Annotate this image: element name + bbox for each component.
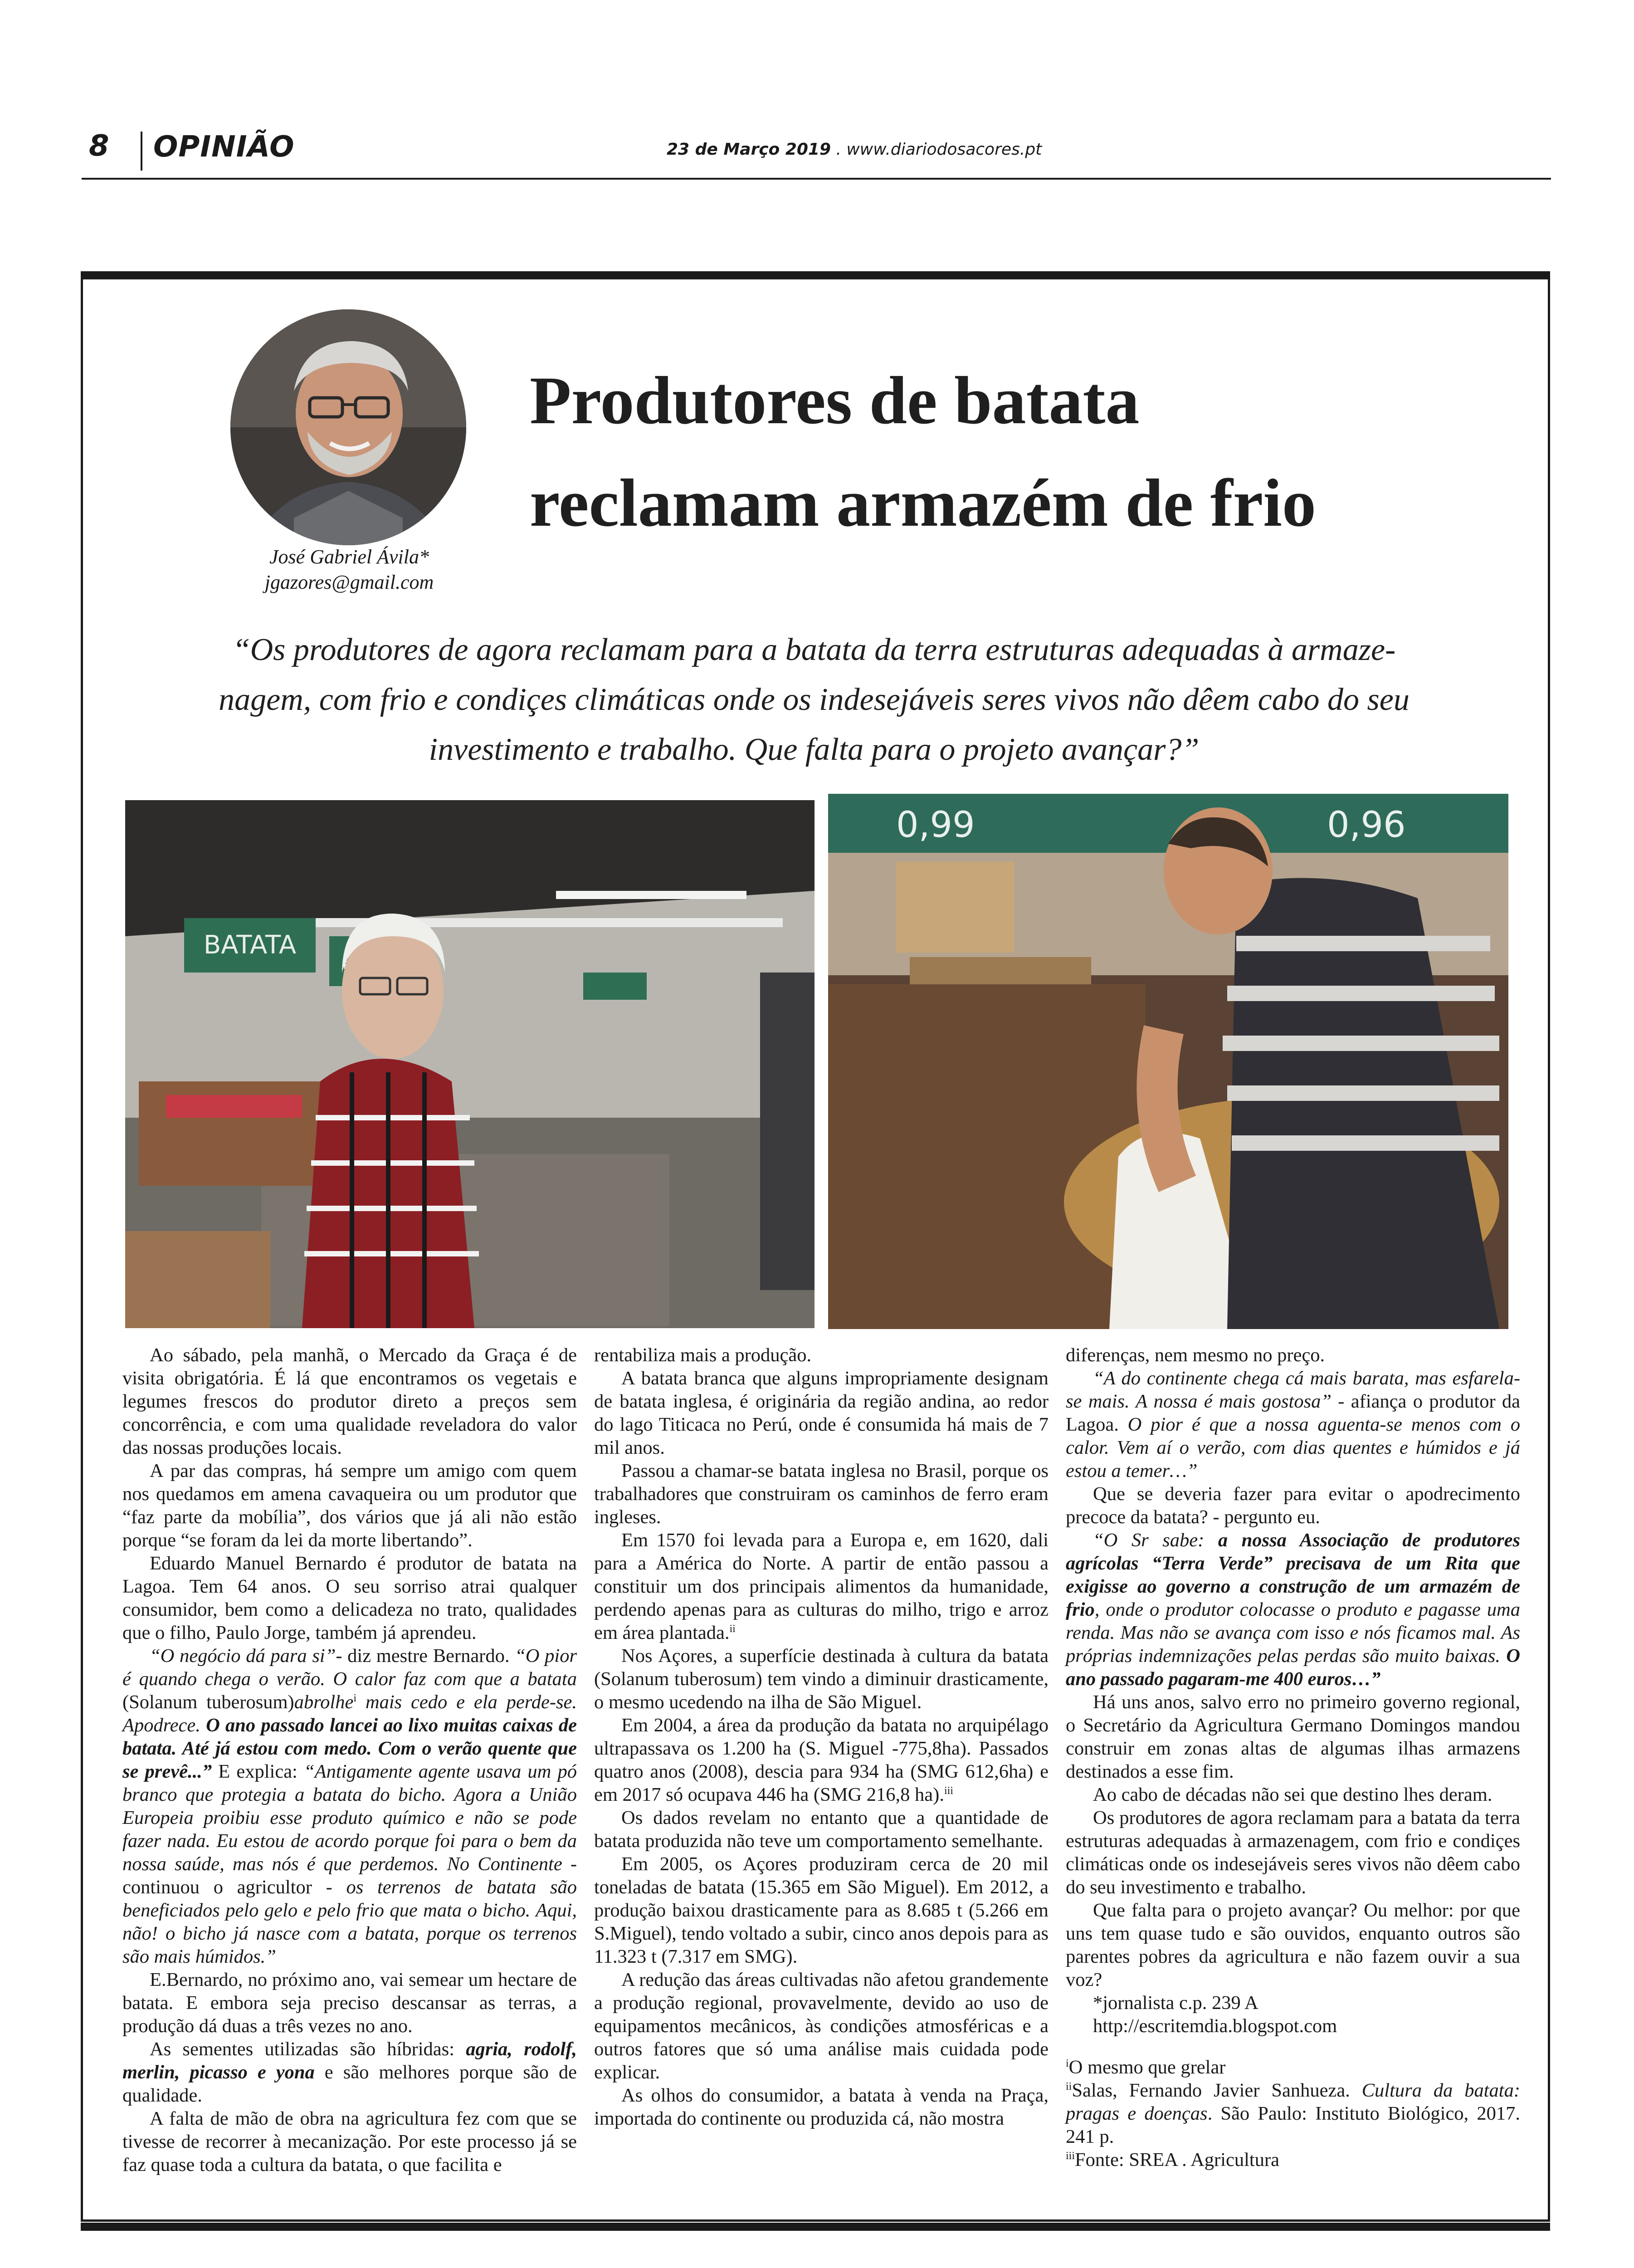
footnote-i: $^i$O mesmo que grelar: [1066, 2057, 1226, 2078]
paragraph: As olhos do consumidor, a batata à venda na Praça, importada do continente ou produzida cá, não mostra: [594, 2085, 1049, 2129]
article-frame-bottom: [81, 2223, 1550, 2231]
paragraph: rentabiliza mais a produção.: [594, 1344, 812, 1366]
author-blog-link[interactable]: http://escritemdia.blogspot.com: [1093, 2015, 1337, 2037]
paragraph: Os produtores de agora reclamam para a batata da terra estruturas adequadas à armazenagem, com frio e condiçes climáticas onde os indesejáveis seres vivos não dêem cabo do seu investimento e trabalho.: [1066, 1807, 1520, 1898]
header-rule: [82, 178, 1551, 180]
price-sign-1: 0,99: [896, 805, 975, 846]
paragraph-quote-association: “O Sr sabe: a nossa Associação de produtores agrícolas “Terra Verde” precisava de um Rita que exigisse ao governo a construção de um armazém de frio, onde o produtor colocasse o produto e pagasse uma renda. Mas não se avança com isso e nós ficamos mal. As próprias indemnizações pelas perdas são muito baixas. O ano passado pagaram-me 400 euros…”: [1066, 1530, 1520, 1690]
paragraph: A falta de mão de obra na agricultura fez com que se tivesse de recorrer à mecanização. Por este processo já se faz quase toda a cultura da batata, o que facilita e: [122, 2108, 577, 2175]
footnote-ref-ii[interactable]: ii: [729, 1623, 736, 1635]
pull-quote: [113, 625, 1515, 775]
author-credential: *jornalista c.p. 239 A: [1093, 1992, 1258, 2014]
paragraph: A redução das áreas cultivadas não afetou grandemente a produção regional, provavelmente, devido ao uso de equipamentos mecânicos, às condições atmosféricas e a outros fatores que só uma análise mais cuidada pode explicar.: [594, 1969, 1049, 2083]
paragraph: Em 2005, os Açores produziram cerca de 20 mil toneladas de batata (15.365 em São Miguel). Em 2012, a produção baixou drasticamente para as 8.685 t (5.266 em S.Miguel), tendo voltado a subir, cinco anos depois para as 11.323 t (7.317 em SMG).: [594, 1853, 1049, 1967]
batata-sign-1: BATATA: [203, 930, 297, 960]
footnote-ref-i[interactable]: i: [353, 1692, 357, 1704]
headline: [530, 349, 1527, 554]
paragraph: Os dados revelam no entanto que a quantidade de batata produzida não teve um comportamento semelhante.: [594, 1807, 1049, 1852]
paragraph: E.Bernardo, no próximo ano, vai semear um hectare de batata. E embora seja preciso descansar as terras, a produção dá duas a três vezes no ano.: [122, 1969, 577, 2037]
dateline: [667, 142, 1042, 158]
pull-quote-line-3: investimento e trabalho. Que falta para o projeto avançar?”: [429, 732, 1200, 767]
paragraph: A batata branca que alguns impropriamente designam de batata inglesa, é originária da região andina, ao redor do lago Titicaca no Perú, onde é consumida há mais de 7 mil anos.: [594, 1368, 1049, 1458]
paragraph: Ao sábado, pela manhã, o Mercado da Graça é de visita obrigatória. É lá que encontramos os vegetais e legumes frescos do produtor direto a preços sem concorrência, e com uma qualidade reveladora do valor das nossas produções locais.: [122, 1344, 577, 1458]
article-column-2: [594, 1344, 1049, 2130]
author-avatar: [230, 309, 466, 545]
issue-date: 23 de Março 2019: [667, 140, 831, 159]
footnote-ii: $^{ii}$Salas, Fernando Javier Sanhueza. Cultura da batata: pragas e doenças. São Paulo: Instituto Biológico, 2017. 241 p.: [1066, 2080, 1520, 2147]
headline-line-1: Produtores de batata: [530, 363, 1140, 438]
author-email[interactable]: jgazores@gmail.com: [264, 571, 434, 593]
footnote-iii: $^{iii}$Fonte: SREA . Agricultura: [1066, 2149, 1279, 2170]
paragraph: Passou a chamar-se batata inglesa no Brasil, porque os trabalhadores que construiram os caminhos de ferro eram ingleses.: [594, 1460, 1049, 1528]
header-divider: [141, 132, 142, 171]
author-name: José Gabriel Ávila*: [269, 546, 429, 568]
pull-quote-line-2: nagem, com frio e condiçes climáticas onde os indesejáveis seres vivos não dêem cabo do seu: [219, 682, 1410, 717]
website-link[interactable]: . www.diariodosacores.pt: [831, 140, 1042, 159]
paragraph: Há uns anos, salvo erro no primeiro governo regional, o Secretário da Agricultura Germano Domingos mandou construir em zonas altas de algumas ilhas armazens destinados a esse fim.: [1066, 1691, 1520, 1782]
paragraph: Em 2004, a área da produção da batata no arquipélago ultrapassava os 1.200 ha (S. Miguel -775,8ha). Passados quatro anos (2008), descia para 934 ha (SMG 612,6ha) e em 2017 só ocupava 446 ha (SMG 216,8 ha).$^{iii}$: [594, 1715, 1049, 1805]
paragraph-quote-bernardo: “O negócio dá para si”- diz mestre Bernardo. “O pior é quando chega o verão. O calor faz com que a batata (Solanum tuberosum)abrolhe$^i$ mais cedo e ela perde-se. Apodrece. O ano passado lancei ao lixo muitas caixas de batata. Até já estou com medo. Com o verão quente que se prevê...” E explica: “Antigamente agente usava um pó branco que protegia a batata do bicho. Agora a União Europeia proibiu esse produto químico e não se pode fazer nada. Eu estou de acordo porque foi para o bem da nossa saúde, mas nós é que perdemos. No Continente - continuou o agricultor - os terrenos de batata são beneficiados pelo gelo e pelo frio que mata o bicho. Aqui, não! o bicho já nasce com a batata, porque os terrenos são mais húmidos.”: [122, 1645, 577, 1967]
headline-line-2: reclamam armazém de frio: [530, 465, 1316, 541]
paragraph: Nos Açores, a superfície destinada à cultura da batata (Solanum tuberosum) tem vindo a diminuir drasticamente, o mesmo ucedendo na ilha de São Miguel.: [594, 1645, 1049, 1713]
paragraph-quote-price: “A do continente chega cá mais barata, mas esfarela-se mais. A nossa é mais gostosa” - afiança o produtor da Lagoa. O pior é que a nossa aguenta-se menos com o calor. Vem aí o verão, com dias quentes e húmidos e já estou a temer…”: [1066, 1368, 1521, 1481]
page-number: 8: [89, 129, 109, 163]
footnote-ref-iii[interactable]: iii: [944, 1784, 953, 1797]
paragraph: A par das compras, há sempre um amigo com quem nos quedamos em amena cavaqueira ou um produtor que “faz parte da mobília”, dos vários que já ali não estão porque “se foram da lei da morte libertando”.: [122, 1460, 577, 1551]
section-title: OPINIÃO: [153, 130, 295, 164]
paragraph: Eduardo Manuel Bernardo é produtor de batata na Lagoa. Tem 64 anos. O seu sorriso atrai qualquer consumidor, bem como a delicadeza no trato, qualidades que o filho, Paulo Jorge, também já aprendeu.: [122, 1553, 577, 1643]
paragraph: Ao cabo de décadas não sei que destino lhes deram.: [1093, 1784, 1493, 1805]
article-column-1: [122, 1344, 577, 2176]
paragraph: Que se deveria fazer para evitar o apodrecimento precoce da batata? - pergunto eu.: [1066, 1483, 1520, 1528]
paragraph-seeds: As sementes utilizadas são híbridas: agria, rodolf, merlin, picasso e yona e são melhores porque são de qualidade.: [122, 2038, 577, 2106]
photo-market-producer: [125, 800, 815, 1328]
paragraph: diferenças, nem mesmo no preço.: [1066, 1344, 1325, 1366]
price-sign-2: 0,96: [1327, 805, 1406, 846]
pull-quote-line-1: “Os produtores de agora reclamam para a batata da terra estruturas adequadas à armaze-: [232, 632, 1396, 667]
photo-potato-vendor: [828, 794, 1508, 1329]
paragraph: Em 1570 foi levada para a Europa e, em 1620, dali para a América do Norte. A partir de então passou a constituir um dos principais alimentos da humanidade, perdendo apenas para as culturas do milho, trigo e arroz em área plantada.$^{ii}$: [594, 1530, 1049, 1643]
paragraph: Que falta para o projeto avançar? Ou melhor: por que uns tem quase tudo e são ouvidos, enquanto outros são parentes pobres da agricultura e não fazem ouvir a sua voz?: [1066, 1900, 1520, 1990]
article-column-3: [1066, 1344, 1520, 2171]
